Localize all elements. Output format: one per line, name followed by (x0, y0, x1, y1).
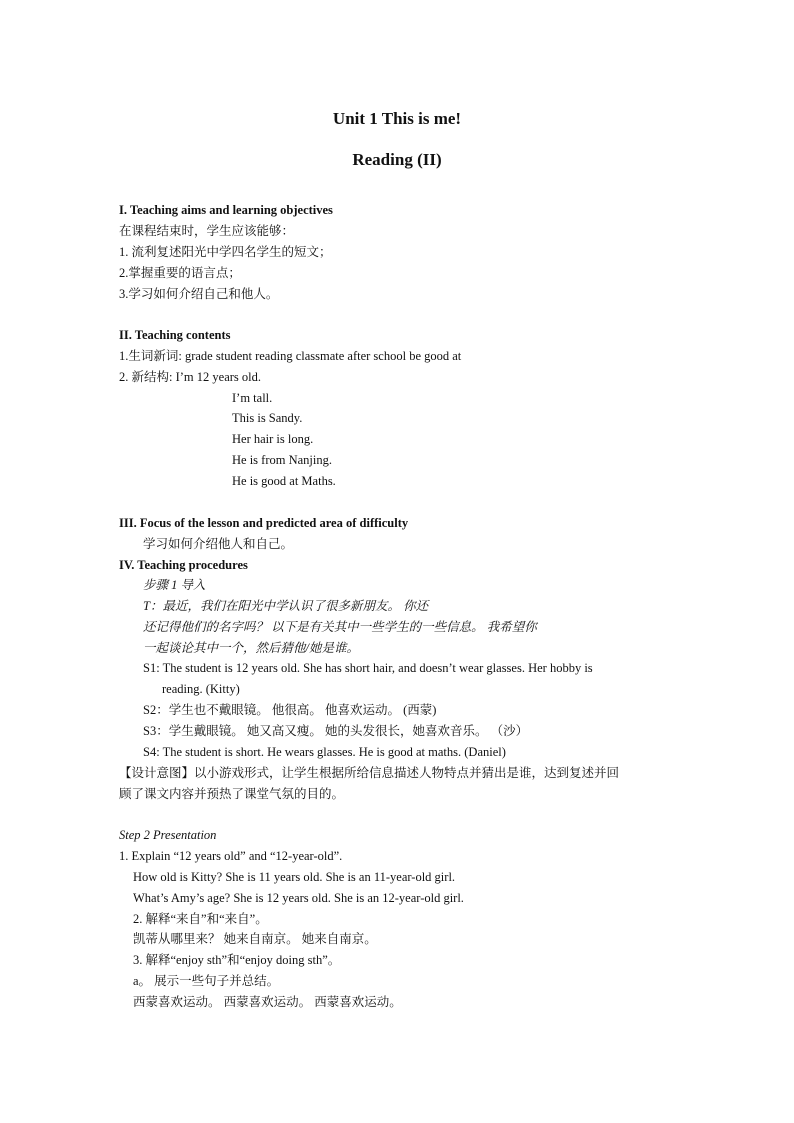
section-4-heading: IV. Teaching procedures (119, 558, 248, 572)
step-2-line: 西蒙喜欢运动。 西蒙喜欢运动。 西蒙喜欢运动。 (133, 995, 402, 1009)
student-2-clue: S2：学生也不戴眼镜。 他很高。 他喜欢运动。 (西蒙) (143, 703, 437, 717)
step-2-title: Step 2 Presentation (119, 828, 217, 842)
doc-title: Unit 1 This is me! (332, 109, 462, 128)
design-intent-line: 【设计意图】以小游戏形式，让学生根据所给信息描述人物特点并猜出是谁，达到复述并回 (119, 766, 620, 780)
section-2-heading: II. Teaching contents (119, 328, 231, 342)
step-1-line: 还记得他们的名字吗？ 以下是有关其中一些学生的一些信息。 我希望你 (143, 620, 537, 634)
section-3-line: 学习如何介绍他人和自己。 (143, 537, 294, 551)
step-2-line: What’s Amy’s age? She is 12 years old. She is an 12-year-old girl. (133, 891, 464, 905)
step-2-line: 1. Explain “12 years old” and “12-year-old”. (119, 849, 343, 863)
section-1-line: 在课程结束时，学生应该能够： (119, 224, 295, 238)
section-1-line: 2.掌握重要的语言点； (119, 266, 241, 280)
step-2-line: 凯蒂从哪里来？ 她来自南京。 她来自南京。 (133, 932, 377, 946)
structure-example: He is from Nanjing. (232, 453, 332, 467)
doc-subtitle: Reading (II) (352, 150, 442, 169)
structure-example: Her hair is long. (232, 432, 314, 446)
section-1-line: 3.学习如何介绍自己和他人。 (119, 287, 279, 301)
structure-example: This is Sandy. (232, 411, 303, 425)
student-1-clue-cont: reading. (Kitty) (162, 682, 240, 696)
step-2-line: 3. 解释“enjoy sth”和“enjoy doing sth”。 (133, 953, 341, 967)
section-1-heading: I. Teaching aims and learning objectives (119, 203, 333, 217)
student-4-clue: S4: The student is short. He wears glasses. He is good at maths. (Daniel) (143, 745, 506, 759)
step-1-line: T：最近，我们在阳光中学认识了很多新朋友。 你还 (143, 599, 429, 613)
section-3-heading: III. Focus of the lesson and predicted area of difficulty (119, 516, 409, 530)
section-2-new-words: 1.生词新词: grade student reading classmate after school be good at (119, 349, 462, 363)
section-2-new-structures: 2. 新结构: I’m 12 years old. (119, 370, 261, 384)
student-3-clue: S3：学生戴眼镜。 她又高又瘦。 她的头发很长，她喜欢音乐。 （沙） (143, 724, 529, 738)
step-1-title: 步骤 1 导入 (143, 578, 206, 592)
structure-example: He is good at Maths. (232, 474, 336, 488)
design-intent-line: 顾了课文内容并预热了课堂气氛的目的。 (119, 787, 345, 801)
section-1-line: 1. 流利复述阳光中学四名学生的短文； (119, 245, 332, 259)
structure-example: I’m tall. (232, 391, 273, 405)
step-1-line: 一起谈论其中一个，然后猜他/她是谁。 (143, 641, 359, 655)
step-2-line: 2. 解释“来自”和“来自”。 (133, 912, 268, 926)
step-2-line: How old is Kitty? She is 11 years old. She is an 11-year-old girl. (133, 870, 456, 884)
student-1-clue: S1: The student is 12 years old. She has short hair, and doesn’t wear glasses. Her hobby is (143, 661, 593, 675)
step-2-line: a。 展示一些句子并总结。 (133, 974, 280, 988)
